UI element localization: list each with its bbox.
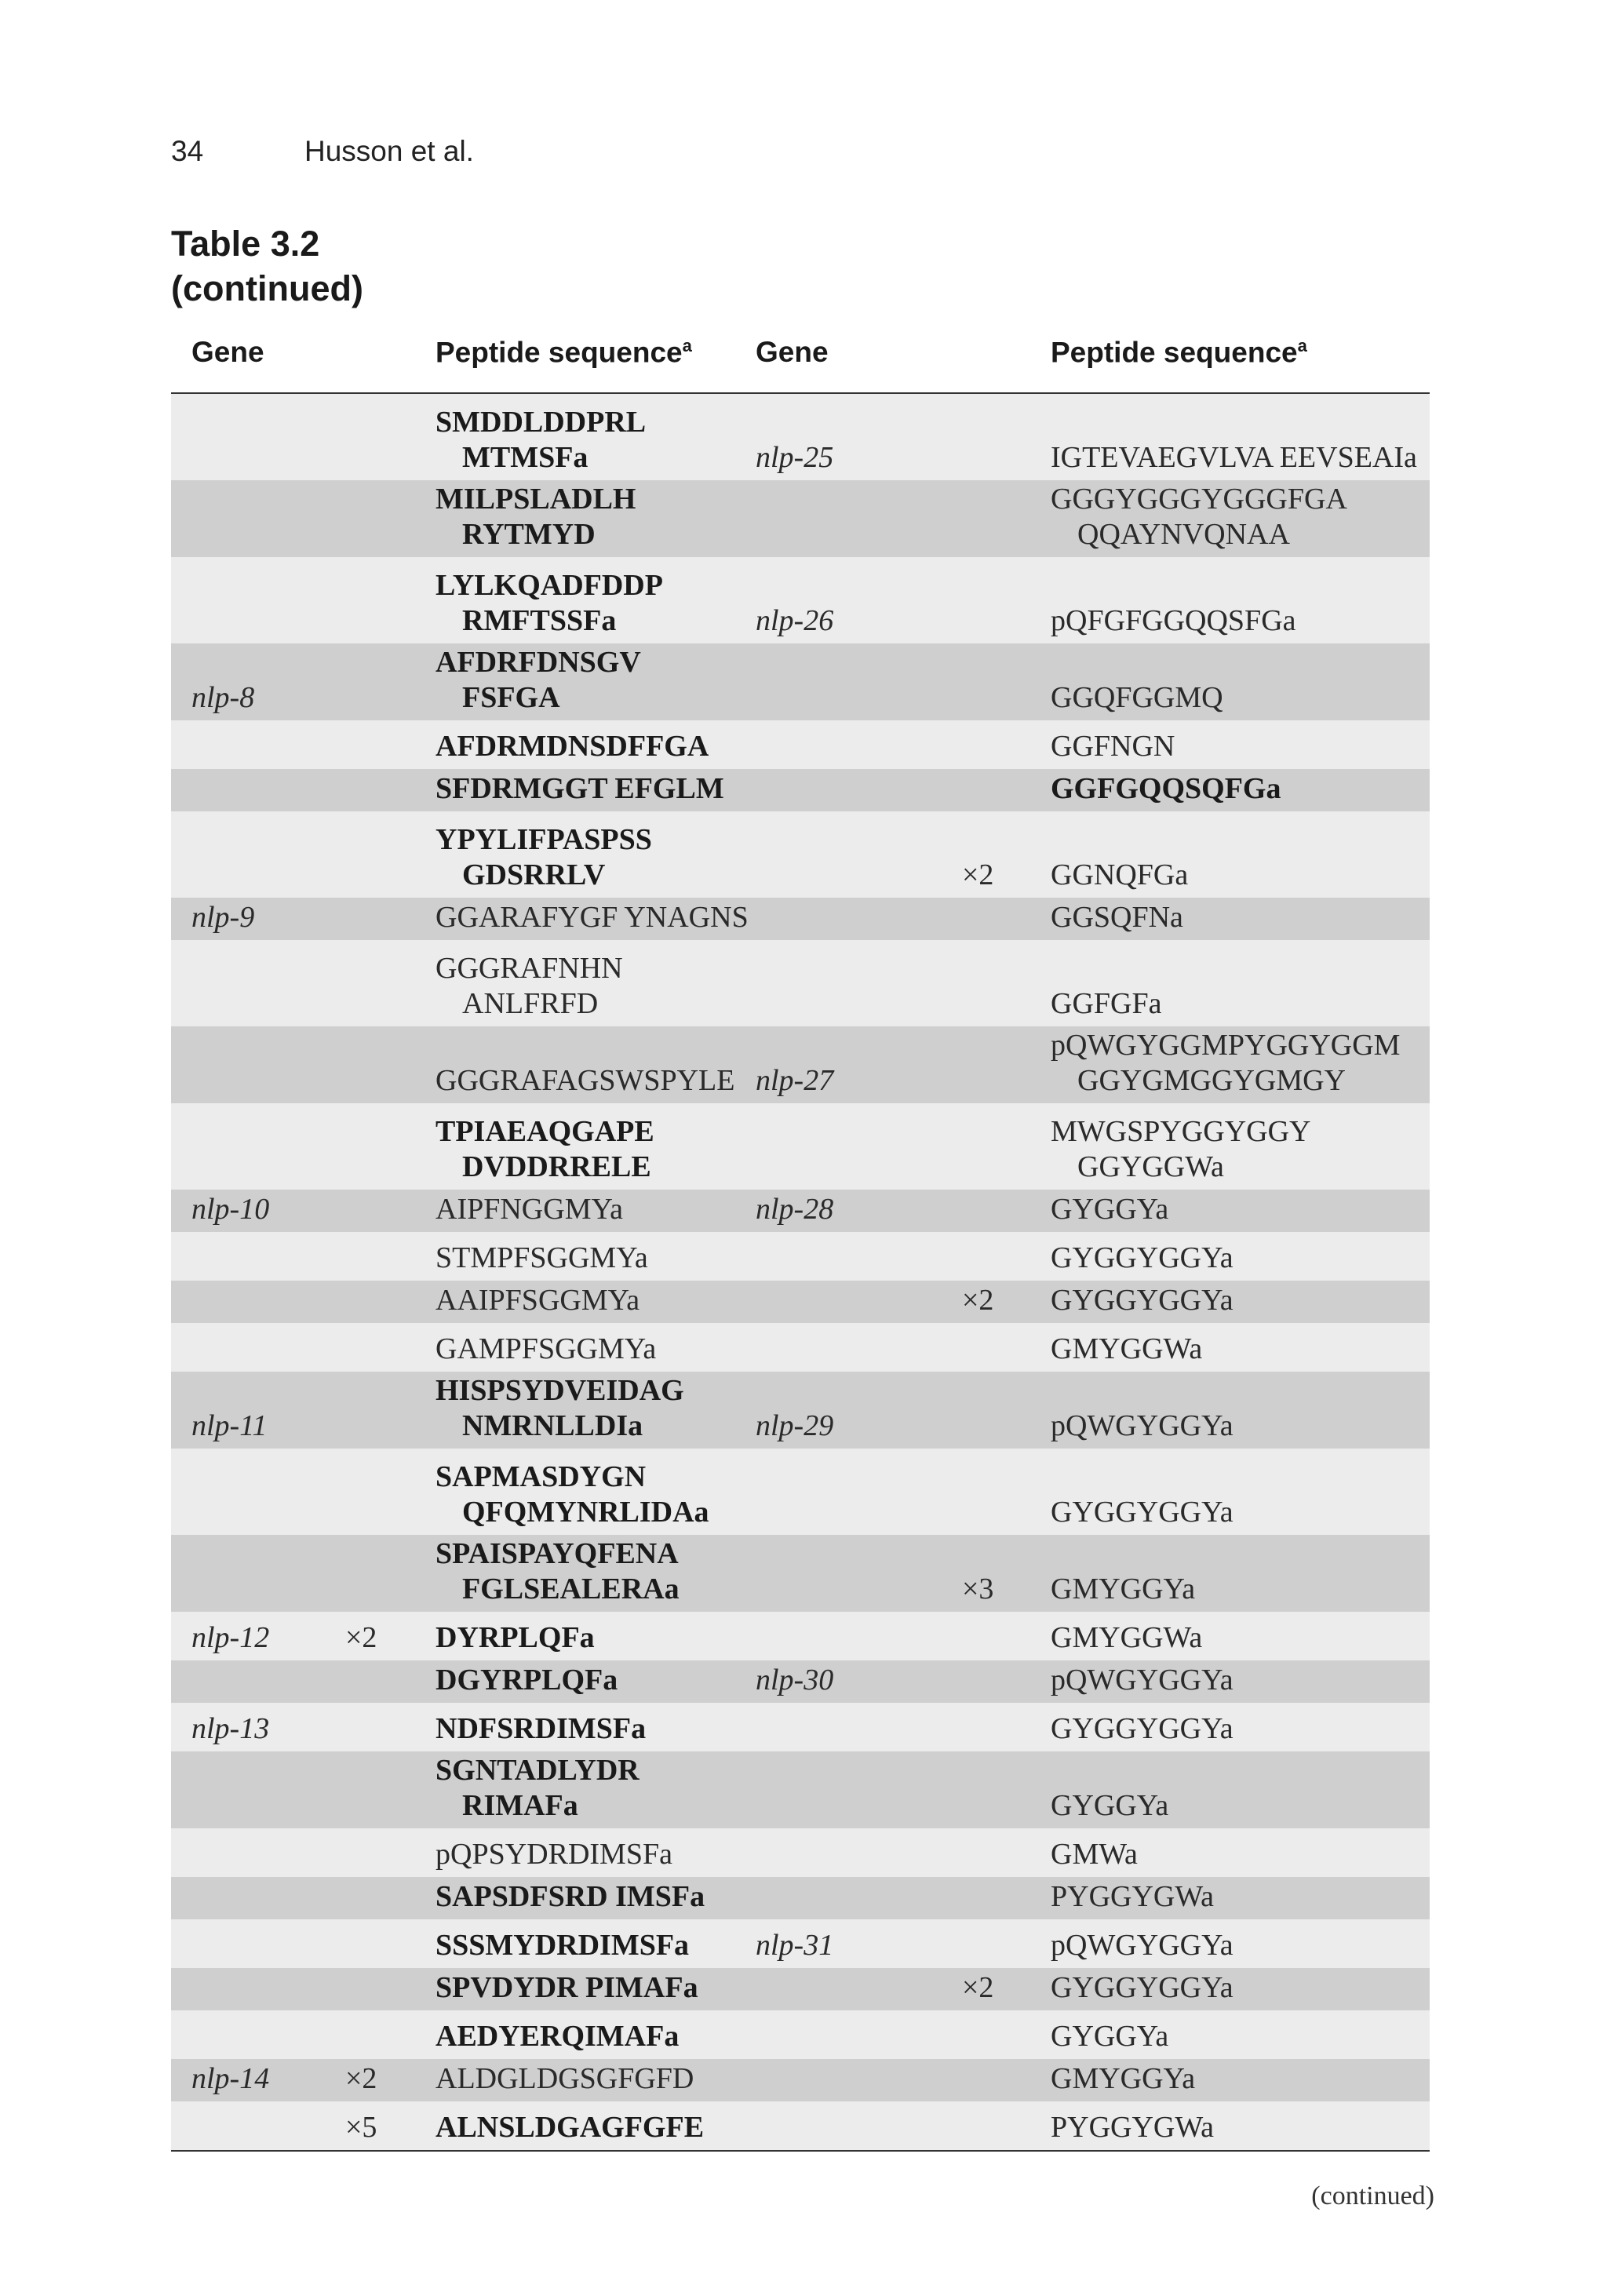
peptide-right bbox=[1051, 1928, 1233, 1963]
multiplier-left: ×2 bbox=[345, 2062, 377, 2095]
peptide-right bbox=[1051, 986, 1161, 1022]
peptide-right bbox=[1051, 1241, 1233, 1276]
header-gene-left: Gene bbox=[191, 336, 264, 368]
peptide-left bbox=[435, 1241, 648, 1276]
peptide-line: DVDDRRELE bbox=[462, 1150, 651, 1183]
table-row bbox=[171, 1751, 1430, 1828]
peptide-left bbox=[435, 405, 646, 476]
peptide-right bbox=[1051, 1620, 1202, 1656]
peptide-line: SGNTADLYDR bbox=[435, 1754, 640, 1787]
header-gene-right: Gene bbox=[756, 336, 829, 368]
table-row bbox=[171, 480, 1430, 557]
peptide-line: GYGGYa bbox=[1051, 2020, 1169, 2053]
peptide-right bbox=[1051, 1788, 1168, 1824]
peptide-line: SAPMASDYGN bbox=[435, 1460, 647, 1493]
peptide-right bbox=[1051, 440, 1417, 476]
peptide-left bbox=[435, 1620, 595, 1656]
peptide-line: GYGGYa bbox=[1051, 1789, 1169, 1822]
peptide-right bbox=[1051, 482, 1347, 552]
peptide-line: MWGSPYGGYGGY bbox=[1051, 1115, 1311, 1148]
peptide-left bbox=[435, 1837, 672, 1872]
peptide-left bbox=[435, 1663, 618, 1698]
gene-left: nlp-12 bbox=[191, 1621, 270, 1654]
peptide-right bbox=[1051, 729, 1175, 764]
gene-left: nlp-11 bbox=[191, 1409, 268, 1442]
peptide-right bbox=[1051, 1837, 1138, 1872]
peptide-line: AIPFNGGMYa bbox=[435, 1193, 623, 1226]
peptide-right bbox=[1051, 1114, 1310, 1185]
table-row bbox=[171, 1449, 1430, 1535]
table-row bbox=[171, 1323, 1430, 1372]
peptide-line: pQPSYDRDIMSFa bbox=[435, 1838, 672, 1871]
gene-right: nlp-25 bbox=[756, 441, 834, 474]
peptide-line: SMDDLDDPRL bbox=[435, 406, 647, 439]
peptide-line: PYGGYGWa bbox=[1051, 2111, 1215, 2144]
peptide-line: FGLSEALERAa bbox=[462, 1573, 680, 1605]
peptide-right bbox=[1051, 1572, 1195, 1607]
peptide-left bbox=[435, 482, 636, 552]
gene-right: nlp-26 bbox=[756, 604, 834, 637]
peptide-left bbox=[435, 2019, 679, 2054]
table-row bbox=[171, 1372, 1430, 1449]
peptide-line: GGSQFNa bbox=[1051, 901, 1183, 934]
peptide-left bbox=[435, 1970, 698, 2006]
peptide-line: GGGRAFNHN bbox=[435, 952, 623, 985]
peptide-line: GMYGGYa bbox=[1051, 1573, 1196, 1605]
peptide-line: pQWGYGGYa bbox=[1051, 1409, 1233, 1442]
peptide-right bbox=[1051, 2061, 1195, 2097]
peptide-line: GYGGYGGYa bbox=[1051, 1971, 1233, 2004]
peptide-line: QQAYNVQNAA bbox=[1077, 518, 1290, 551]
multiplier-right: ×2 bbox=[962, 1284, 994, 1317]
multiplier-right: ×2 bbox=[962, 858, 994, 891]
peptide-left bbox=[435, 1928, 689, 1963]
peptide-line: TPIAEAQGAPE bbox=[435, 1115, 654, 1148]
header-peptide-right: Peptide sequence$^a$ bbox=[1051, 336, 1307, 369]
peptide-line: AFDRFDNSGV bbox=[435, 646, 641, 679]
peptide-line: PYGGYGWa bbox=[1051, 1880, 1215, 1913]
peptide-right bbox=[1051, 2110, 1214, 2145]
peptide-line: pQWGYGGYa bbox=[1051, 1929, 1233, 1962]
peptide-line: RIMAFa bbox=[462, 1789, 578, 1822]
gene-left: nlp-13 bbox=[191, 1712, 270, 1745]
peptide-line: SPVDYDR PIMAFa bbox=[435, 1971, 698, 2004]
table-row bbox=[171, 1968, 1430, 2010]
gene-right: nlp-31 bbox=[756, 1929, 834, 1962]
peptide-left bbox=[435, 771, 724, 807]
peptide-line: GMYGGYa bbox=[1051, 2062, 1196, 2095]
table-row bbox=[171, 720, 1430, 769]
peptide-left bbox=[435, 2061, 694, 2097]
table-row bbox=[171, 1281, 1430, 1323]
table-row bbox=[171, 1877, 1430, 1919]
peptide-line: RMFTSSFa bbox=[462, 604, 617, 637]
peptide-right bbox=[1051, 1192, 1168, 1227]
multiplier-right: ×3 bbox=[962, 1573, 994, 1605]
peptide-right bbox=[1051, 2019, 1168, 2054]
header-peptide-left: Peptide sequence$^a$ bbox=[435, 336, 692, 369]
peptide-left bbox=[435, 1063, 734, 1099]
multiplier-left: ×2 bbox=[345, 1621, 377, 1654]
table-row bbox=[171, 2010, 1430, 2059]
table-body bbox=[171, 394, 1430, 2150]
peptide-left bbox=[435, 1753, 640, 1824]
peptide-line: NDFSRDIMSFa bbox=[435, 1712, 647, 1745]
gene-right: nlp-27 bbox=[756, 1064, 834, 1097]
peptide-line: ALDGLDGSGFGFD bbox=[435, 2062, 694, 2095]
peptide-left bbox=[435, 645, 641, 716]
table-row bbox=[171, 1919, 1430, 1968]
peptide-line: IGTEVAEGVLVA EEVSEAIa bbox=[1051, 441, 1417, 474]
table-row bbox=[171, 1703, 1430, 1751]
peptide-line: pQWGYGGMPYGGYGGM bbox=[1051, 1029, 1401, 1062]
page-header bbox=[171, 135, 474, 168]
peptide-line: GYGGYGGYa bbox=[1051, 1284, 1233, 1317]
page-number: 34 bbox=[171, 135, 204, 167]
table-row bbox=[171, 769, 1430, 811]
gene-left: nlp-14 bbox=[191, 2062, 270, 2095]
peptide-left bbox=[435, 2110, 704, 2145]
table-row bbox=[171, 1026, 1430, 1103]
peptide-right bbox=[1051, 1495, 1233, 1530]
table-row bbox=[171, 1660, 1430, 1703]
peptide-left bbox=[435, 822, 652, 893]
peptide-line: HISPSYDVEIDAG bbox=[435, 1374, 684, 1407]
peptide-line: GGQFGGMQ bbox=[1051, 681, 1223, 714]
peptide-line: NMRNLLDIa bbox=[462, 1409, 643, 1442]
peptide-line: SPAISPAYQFENA bbox=[435, 1537, 679, 1570]
table-row bbox=[171, 898, 1430, 940]
peptide-right bbox=[1051, 900, 1183, 935]
peptide-right bbox=[1051, 771, 1281, 807]
continued-note: (continued) bbox=[1311, 2181, 1434, 2210]
peptide-line: GYGGYa bbox=[1051, 1193, 1169, 1226]
running-author: Husson et al. bbox=[304, 135, 474, 167]
peptide-line: GYGGYGGYa bbox=[1051, 1241, 1233, 1274]
table-title: Table 3.2 bbox=[171, 224, 320, 264]
table-row bbox=[171, 940, 1430, 1026]
table-caption bbox=[171, 221, 363, 311]
peptide-line: pQFGFGGQQSFGa bbox=[1051, 604, 1296, 637]
table-bottom-rule bbox=[171, 2150, 1430, 2152]
peptide-line: AAIPFSGGMYa bbox=[435, 1284, 640, 1317]
peptide-line: GAMPFSGGMYa bbox=[435, 1332, 657, 1365]
peptide-right bbox=[1051, 1409, 1233, 1444]
peptide-line: pQWGYGGYa bbox=[1051, 1664, 1233, 1696]
peptide-left bbox=[435, 900, 749, 935]
peptide-line: SFDRMGGT EFGLM bbox=[435, 772, 724, 805]
peptide-line: QFQMYNRLIDAa bbox=[462, 1496, 709, 1529]
peptide-right bbox=[1051, 1879, 1214, 1915]
peptide-left bbox=[435, 1114, 654, 1185]
gene-right: nlp-29 bbox=[756, 1409, 834, 1442]
peptide-line: STMPFSGGMYa bbox=[435, 1241, 648, 1274]
peptide-line: ALNSLDGAGFGFE bbox=[435, 2111, 705, 2144]
peptide-line: MTMSFa bbox=[462, 441, 589, 474]
peptide-line: DGYRPLQFa bbox=[435, 1664, 618, 1696]
peptide-line: AEDYERQIMAFa bbox=[435, 2020, 680, 2053]
peptide-line: FSFGA bbox=[462, 681, 560, 714]
table-continued-label: (continued) bbox=[171, 268, 363, 308]
peptide-left bbox=[435, 1460, 709, 1530]
gene-right: nlp-30 bbox=[756, 1664, 834, 1696]
peptide-line: GGARAFYGF YNAGNS bbox=[435, 901, 749, 934]
peptide-line: LYLKQADFDDP bbox=[435, 569, 663, 602]
table-row bbox=[171, 1190, 1430, 1232]
table-row bbox=[171, 811, 1430, 898]
peptide-left bbox=[435, 1332, 656, 1367]
peptide-right bbox=[1051, 858, 1188, 893]
table-row bbox=[171, 1535, 1430, 1612]
peptide-line: GDSRRLV bbox=[462, 858, 606, 891]
table-row bbox=[171, 1103, 1430, 1190]
gene-right: nlp-28 bbox=[756, 1193, 834, 1226]
peptide-line: GGFGFa bbox=[1051, 987, 1162, 1020]
peptide-line: SSSMYDRDIMSFa bbox=[435, 1929, 690, 1962]
peptide-line: GGYGMGGYGMGY bbox=[1077, 1064, 1346, 1097]
peptide-left bbox=[435, 568, 663, 639]
peptide-line: GGFGQQSQFGa bbox=[1051, 772, 1281, 805]
peptide-line: DYRPLQFa bbox=[435, 1621, 595, 1654]
multiplier-left: ×5 bbox=[345, 2111, 377, 2144]
peptide-right bbox=[1051, 1970, 1233, 2006]
gene-left: nlp-9 bbox=[191, 901, 255, 934]
peptide-line: SAPSDFSRD IMSFa bbox=[435, 1880, 705, 1913]
peptide-line: RYTMYD bbox=[462, 518, 596, 551]
peptide-table bbox=[171, 328, 1430, 2152]
peptide-line: AFDRMDNSDFFGA bbox=[435, 730, 709, 763]
peptide-right bbox=[1051, 1283, 1233, 1318]
table-header bbox=[171, 328, 1430, 394]
peptide-line: GMWa bbox=[1051, 1838, 1138, 1871]
peptide-right bbox=[1051, 1332, 1202, 1367]
peptide-left bbox=[435, 1373, 684, 1444]
peptide-line: GMYGGWa bbox=[1051, 1621, 1203, 1654]
multiplier-right: ×2 bbox=[962, 1971, 994, 2004]
table-row bbox=[171, 2059, 1430, 2101]
peptide-left bbox=[435, 951, 623, 1022]
peptide-line: GGNQFGa bbox=[1051, 858, 1189, 891]
peptide-line: GGGRAFAGSWSPYLE bbox=[435, 1064, 735, 1097]
peptide-right bbox=[1051, 680, 1223, 716]
peptide-right bbox=[1051, 603, 1296, 639]
gene-left: nlp-8 bbox=[191, 681, 255, 714]
peptide-left bbox=[435, 1711, 646, 1747]
peptide-line: GMYGGWa bbox=[1051, 1332, 1203, 1365]
table-row bbox=[171, 1828, 1430, 1877]
peptide-line: GYGGYGGYa bbox=[1051, 1496, 1233, 1529]
peptide-line: MILPSLADLH bbox=[435, 483, 636, 516]
table-row bbox=[171, 557, 1430, 643]
table-row bbox=[171, 2101, 1430, 2150]
peptide-right bbox=[1051, 1663, 1233, 1698]
peptide-left bbox=[435, 1879, 705, 1915]
peptide-line: GGGYGGGYGGGFGA bbox=[1051, 483, 1347, 516]
table-row bbox=[171, 1612, 1430, 1660]
peptide-line: YPYLIFPASPSS bbox=[435, 823, 652, 856]
table-row bbox=[171, 643, 1430, 720]
peptide-left bbox=[435, 1283, 640, 1318]
peptide-left bbox=[435, 1536, 680, 1607]
peptide-line: ANLFRFD bbox=[462, 987, 599, 1020]
peptide-right bbox=[1051, 1028, 1400, 1099]
peptide-line: GYGGYGGYa bbox=[1051, 1712, 1233, 1745]
peptide-line: GGFNGN bbox=[1051, 730, 1175, 763]
gene-left: nlp-10 bbox=[191, 1193, 270, 1226]
peptide-left bbox=[435, 729, 709, 764]
peptide-left bbox=[435, 1192, 623, 1227]
peptide-line: GGYGGWa bbox=[1077, 1150, 1224, 1183]
table-row bbox=[171, 1232, 1430, 1281]
peptide-right bbox=[1051, 1711, 1233, 1747]
table-row bbox=[171, 394, 1430, 480]
